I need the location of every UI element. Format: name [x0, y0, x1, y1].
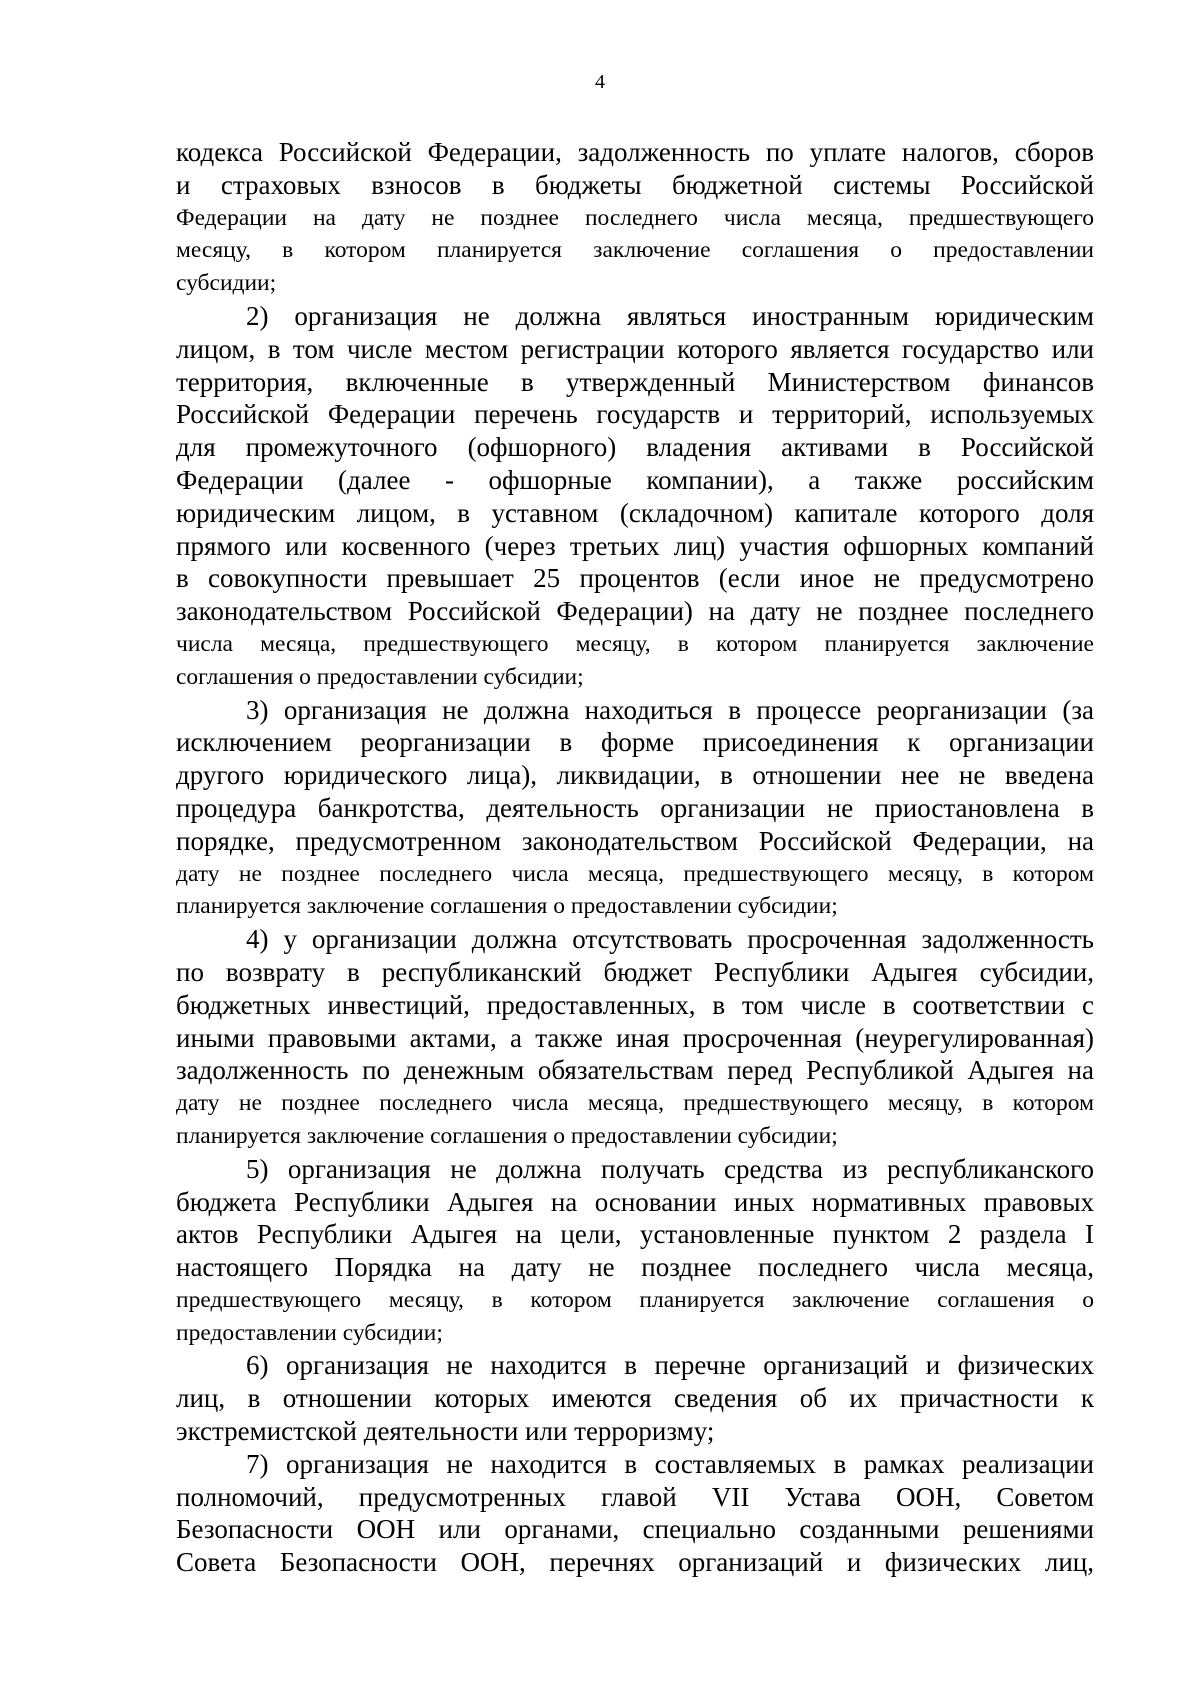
text-line: бюджетных инвестиций, предоставленных, в том числе в соответствии с [176, 989, 1094, 1020]
text-line: числа месяца, предшествующего месяцу, в котором планируется заключение [176, 630, 1094, 657]
text-line: настоящего Порядка на дату не позднее последнего числа месяца, [176, 1252, 1094, 1283]
text-line: планируется заключение соглашения о предоставлении субсидии; [176, 893, 838, 920]
text-line: лицом, в том числе местом регистрации которого является государство или [176, 333, 1094, 364]
text-line: дату не позднее последнего числа месяца, предшествующего месяцу, в котором [176, 860, 1094, 887]
text-line: и страховых взносов в бюджеты бюджетной системы Российской [176, 169, 1094, 200]
text-line: актов Республики Адыгея на цели, установленные пунктом 2 раздела I [176, 1219, 1094, 1250]
text-line: 3) организация не должна находиться в процессе реорганизации (за [246, 694, 1094, 725]
text-line: в совокупности превышает 25 процентов (если иное не предусмотрено [176, 563, 1094, 594]
text-line: исключением реорганизации в форме присоединения к организации [176, 727, 1094, 758]
text-line: месяцу, в котором планируется заключение соглашения о предоставлении [176, 237, 1094, 264]
page-number: 4 [595, 71, 605, 93]
text-line: иными правовыми актами, а также иная просроченная (неурегулированная) [176, 1022, 1094, 1053]
text-line: бюджета Республики Адыгея на основании иных нормативных правовых [176, 1186, 1094, 1217]
text-line: прямого или косвенного (через третьих лиц) участия офшорных компаний [176, 530, 1094, 561]
text-line: законодательством Российской Федерации) на дату не позднее последнего [176, 596, 1094, 627]
text-line: Федерации на дату не позднее последнего числа месяца, предшествующего [176, 204, 1094, 231]
text-line: Совета Безопасности ООН, перечнях организаций и физических лиц, [176, 1547, 1094, 1578]
text-line: территория, включенные в утвержденный Министерством финансов [176, 366, 1094, 397]
text-line: предоставлении субсидии; [176, 1319, 443, 1346]
document-body [176, 136, 1094, 1579]
text-line: Безопасности ООН или органами, специально созданными решениями [176, 1514, 1094, 1545]
text-line: 5) организация не должна получать средства из республиканского [246, 1153, 1094, 1184]
text-line: 6) организация не находится в перечне организаций и физических [246, 1350, 1094, 1381]
text-line: Федерации (далее - офшорные компании), а также российским [176, 464, 1094, 495]
text-line: 7) организация не находится в составляемых в рамках реализации [246, 1448, 1094, 1479]
text-line: планируется заключение соглашения о предоставлении субсидии; [176, 1122, 838, 1149]
text-line: процедура банкротства, деятельность организации не приостановлена в [176, 792, 1094, 823]
text-line: соглашения о предоставлении субсидии; [176, 663, 584, 690]
text-line: 4) у организации должна отсутствовать просроченная задолженность [246, 924, 1094, 955]
text-line: порядке, предусмотренном законодательством Российской Федерации, на [176, 825, 1094, 856]
text-line: для промежуточного (офшорного) владения активами в Российской [176, 432, 1094, 463]
text-line: лиц, в отношении которых имеются сведения об их причастности к [176, 1383, 1094, 1414]
text-line: дату не позднее последнего числа месяца, предшествующего месяцу, в котором [176, 1090, 1094, 1117]
text-line: задолженность по денежным обязательствам перед Республикой Адыгея на [176, 1055, 1094, 1086]
text-line: предшествующего месяцу, в котором планируется заключение соглашения о [176, 1286, 1094, 1313]
text-line: 2) организация не должна являться иностранным юридическим [246, 300, 1094, 331]
text-line: экстремистской деятельности или терроризму; [176, 1416, 715, 1447]
text-line: другого юридического лица), ликвидации, в отношении нее не введена [176, 760, 1094, 791]
text-line: юридическим лицом, в уставном (складочном) капитале которого доля [176, 497, 1094, 528]
text-line: кодекса Российской Федерации, задолженность по уплате налогов, сборов [176, 137, 1094, 167]
text-line: Российской Федерации перечень государств и территорий, используемых [176, 399, 1094, 430]
text-line: по возврату в республиканский бюджет Республики Адыгея субсидии, [176, 956, 1094, 987]
text-line: полномочий, предусмотренных главой VII Устава ООН, Советом [176, 1481, 1094, 1512]
text-line: субсидии; [176, 270, 277, 297]
